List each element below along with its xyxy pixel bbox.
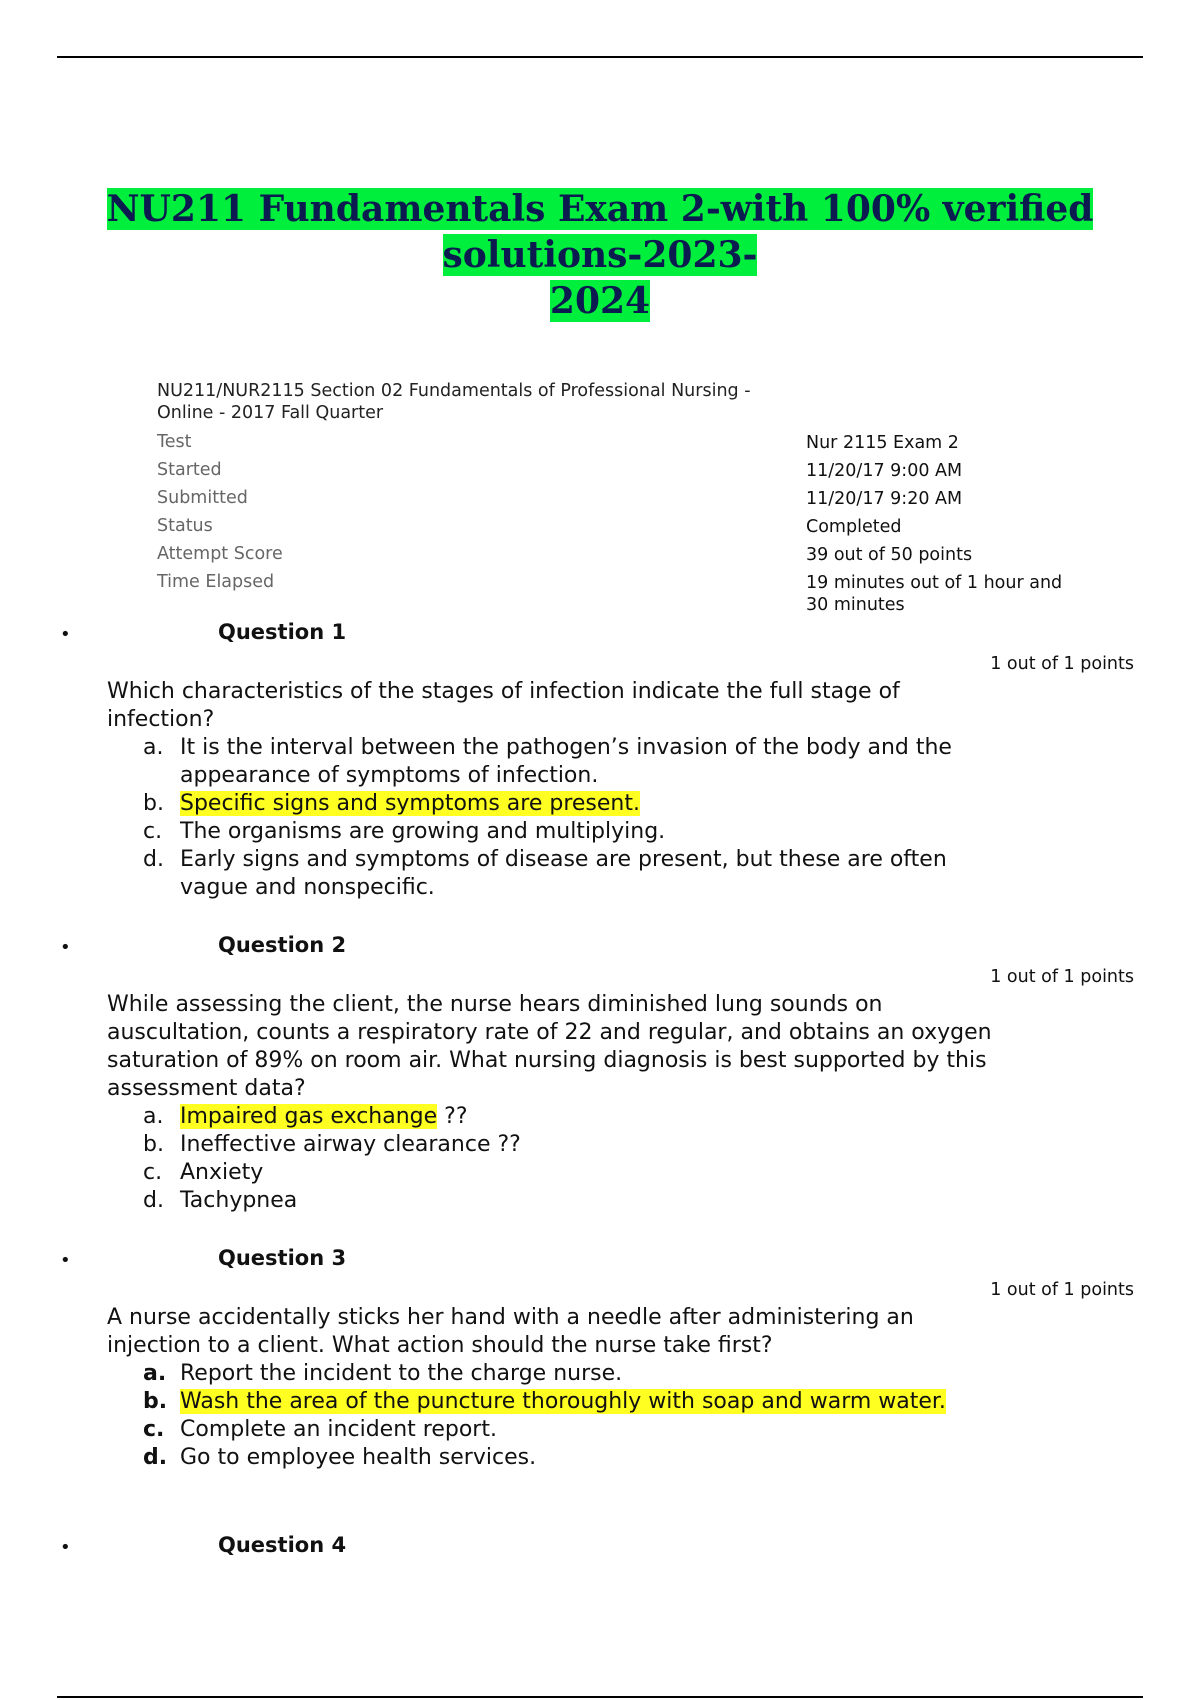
answer-options (107, 734, 1007, 902)
info-value: 11/20/17 9:20 AM (806, 489, 963, 509)
option-text: Early signs and symptoms of disease are present, but these are often vague and nonspecific. (180, 847, 947, 900)
answer-options (107, 1103, 1007, 1215)
title-line-2: 2024 (549, 280, 651, 322)
question-title: Question 1 (218, 620, 347, 644)
option-letter: a. (143, 735, 164, 760)
bullet: • (60, 1537, 71, 1558)
option-c (107, 1159, 1007, 1187)
option-letter: a. (143, 1104, 164, 1129)
option-suffix: ?? (437, 1104, 468, 1129)
info-label: Submitted (157, 488, 248, 508)
option-a (107, 734, 1007, 790)
question-text: Which characteristics of the stages of infection indicate the full stage of infection? (107, 679, 900, 732)
info-row-status (157, 512, 1057, 540)
question-title: Question 4 (218, 1533, 347, 1557)
bullet: • (60, 937, 71, 958)
option-letter: d. (143, 847, 164, 872)
option-text-highlighted: Wash the area of the puncture thoroughly with soap and warm water. (180, 1389, 946, 1414)
option-b (107, 790, 1007, 818)
question-points: 1 out of 1 points (990, 967, 1134, 987)
option-letter: c. (143, 819, 163, 844)
option-letter: b. (143, 1389, 168, 1414)
option-letter: d. (143, 1445, 168, 1470)
option-c (107, 1416, 1007, 1444)
option-b (107, 1388, 1007, 1416)
option-b (107, 1131, 1007, 1159)
question-points: 1 out of 1 points (990, 1280, 1134, 1300)
option-d (107, 1444, 1007, 1472)
option-d (107, 1187, 1007, 1215)
option-d (107, 846, 1007, 902)
bottom-rule (57, 1696, 1143, 1698)
document-title (60, 186, 1140, 324)
option-text: Anxiety (180, 1160, 264, 1185)
option-text-highlighted: Impaired gas exchange (180, 1104, 438, 1129)
bullet: • (60, 624, 71, 645)
bullet: • (60, 1250, 71, 1271)
info-row-submitted (157, 484, 1057, 512)
info-label: Time Elapsed (157, 572, 275, 592)
question-title: Question 2 (218, 933, 347, 957)
question-title: Question 3 (218, 1246, 347, 1270)
answer-options (107, 1360, 1007, 1472)
option-text-highlighted: Specific signs and symptoms are present. (180, 791, 640, 816)
option-c (107, 818, 1007, 846)
option-letter: d. (143, 1188, 164, 1213)
option-text: It is the interval between the pathogen’s invasion of the body and the appearance of symptoms of infection. (180, 735, 952, 788)
question-points: 1 out of 1 points (990, 654, 1134, 674)
info-row-time-elapsed (157, 568, 1063, 615)
question-text: While assessing the client, the nurse hears diminished lung sounds on auscultation, counts a respiratory rate of 22 and regular, and obtains an oxygen saturation of 89% on room air. What nursing diagnosis is best supported by this assessment data? (107, 992, 992, 1101)
option-letter: c. (143, 1160, 163, 1185)
option-letter: b. (143, 791, 164, 816)
info-row-test (157, 428, 1057, 456)
info-value: Completed (806, 517, 902, 537)
option-a (107, 1360, 1007, 1388)
option-letter: c. (143, 1417, 165, 1442)
info-row-attempt-score (157, 540, 1057, 568)
info-label: Started (157, 460, 222, 480)
info-label: Test (157, 432, 192, 452)
option-text: Report the incident to the charge nurse. (180, 1361, 623, 1386)
option-letter: a. (143, 1361, 167, 1386)
attempt-info (157, 380, 1063, 615)
option-text: Ineffective airway clearance ?? (180, 1132, 521, 1157)
info-value: 11/20/17 9:00 AM (806, 461, 963, 481)
info-value: Nur 2115 Exam 2 (806, 433, 959, 453)
option-text: Complete an incident report. (180, 1417, 497, 1442)
title-line-1: NU211 Fundamentals Exam 2-with 100% verified solutions-2023- (106, 188, 1094, 276)
info-value: 39 out of 50 points (806, 545, 973, 565)
option-text: Tachypnea (180, 1188, 298, 1213)
option-a (107, 1103, 1007, 1131)
info-value: 19 minutes out of 1 hour and 30 minutes (806, 573, 1063, 615)
option-text: Go to employee health services. (180, 1445, 537, 1470)
info-label: Status (157, 516, 213, 536)
option-text: The organisms are growing and multiplying. (180, 819, 666, 844)
info-row-started (157, 456, 1057, 484)
option-letter: b. (143, 1132, 164, 1157)
info-label: Attempt Score (157, 544, 283, 564)
question-text: A nurse accidentally sticks her hand with a needle after administering an injection to a client. What action should the nurse take first? (107, 1305, 914, 1358)
top-rule (57, 56, 1143, 58)
course-name: NU211/NUR2115 Section 02 Fundamentals of Professional Nursing - Online - 2017 Fall Quarter (157, 381, 751, 423)
